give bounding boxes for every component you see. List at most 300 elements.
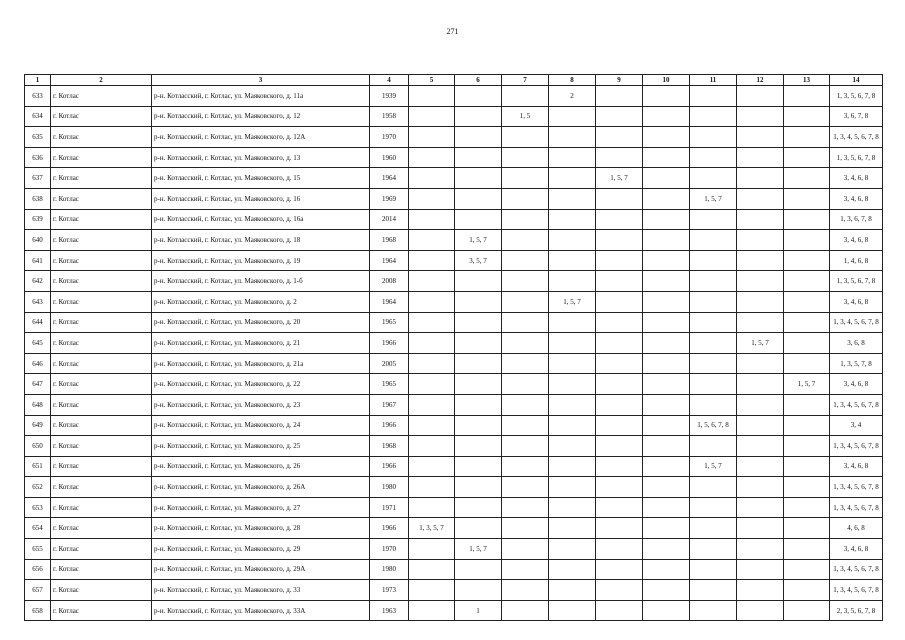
cell-col-6: 1 bbox=[455, 600, 502, 621]
cell-col-11 bbox=[690, 374, 737, 395]
cell-col-5 bbox=[409, 291, 455, 312]
cell-col-13 bbox=[784, 168, 830, 189]
cell-year: 1966 bbox=[370, 456, 409, 477]
table-header bbox=[25, 75, 883, 86]
cell-year: 1964 bbox=[370, 168, 409, 189]
cell-col-6 bbox=[455, 271, 502, 292]
cell-year: 1970 bbox=[370, 539, 409, 560]
cell-col-9 bbox=[596, 86, 643, 107]
cell-col-11 bbox=[690, 127, 737, 148]
cell-col-12 bbox=[737, 374, 784, 395]
cell-col-11 bbox=[690, 559, 737, 580]
cell-col-14: 1, 3, 5, 6, 7, 8 bbox=[830, 86, 883, 107]
cell-year: 1963 bbox=[370, 600, 409, 621]
header-row bbox=[25, 75, 883, 86]
cell-col-14: 3, 4, 6, 8 bbox=[830, 168, 883, 189]
cell-city: г. Котлас bbox=[51, 312, 152, 333]
cell-col-14: 1, 3, 4, 5, 6, 7, 8 bbox=[830, 477, 883, 498]
cell-address: р-н. Котласский, г. Котлас, ул. Маяковского, д. 29А bbox=[152, 559, 370, 580]
cell-address: р-н. Котласский, г. Котлас, ул. Маяковского, д. 26А bbox=[152, 477, 370, 498]
cell-col-6: 3, 5, 7 bbox=[455, 250, 502, 271]
cell-col-13 bbox=[784, 291, 830, 312]
cell-row-number: 641 bbox=[25, 250, 51, 271]
cell-year: 1939 bbox=[370, 86, 409, 107]
column-header-9: 9 bbox=[596, 75, 643, 86]
cell-city: г. Котлас bbox=[51, 394, 152, 415]
cell-col-7 bbox=[502, 188, 549, 209]
cell-col-11: 1, 5, 6, 7, 8 bbox=[690, 415, 737, 436]
cell-col-6 bbox=[455, 353, 502, 374]
cell-col-12 bbox=[737, 271, 784, 292]
cell-col-8 bbox=[549, 230, 596, 251]
cell-year: 2008 bbox=[370, 271, 409, 292]
cell-col-8 bbox=[549, 456, 596, 477]
data-table bbox=[24, 74, 883, 621]
cell-address: р-н. Котласский, г. Котлас, ул. Маяковского, д. 22 bbox=[152, 374, 370, 395]
cell-col-9 bbox=[596, 147, 643, 168]
cell-col-9 bbox=[596, 374, 643, 395]
cell-year: 1967 bbox=[370, 394, 409, 415]
column-header-2: 2 bbox=[51, 75, 152, 86]
cell-col-5 bbox=[409, 539, 455, 560]
cell-col-14: 1, 3, 4, 5, 6, 7, 8 bbox=[830, 559, 883, 580]
column-header-8: 8 bbox=[549, 75, 596, 86]
cell-col-14: 1, 3, 4, 5, 6, 7, 8 bbox=[830, 312, 883, 333]
cell-col-6 bbox=[455, 518, 502, 539]
page-number: 271 bbox=[446, 27, 459, 36]
cell-city: г. Котлас bbox=[51, 188, 152, 209]
cell-col-8 bbox=[549, 188, 596, 209]
cell-city: г. Котлас bbox=[51, 127, 152, 148]
cell-col-9 bbox=[596, 188, 643, 209]
cell-col-5 bbox=[409, 106, 455, 127]
table-row bbox=[25, 518, 883, 539]
cell-col-11 bbox=[690, 168, 737, 189]
cell-year: 1980 bbox=[370, 477, 409, 498]
cell-year: 1971 bbox=[370, 497, 409, 518]
cell-row-number: 657 bbox=[25, 580, 51, 601]
cell-year: 1966 bbox=[370, 415, 409, 436]
cell-col-12 bbox=[737, 477, 784, 498]
cell-col-6: 1, 5, 7 bbox=[455, 230, 502, 251]
cell-col-6 bbox=[455, 497, 502, 518]
cell-address: р-н. Котласский, г. Котлас, ул. Маяковского, д. 13 bbox=[152, 147, 370, 168]
cell-col-10 bbox=[643, 188, 690, 209]
cell-row-number: 644 bbox=[25, 312, 51, 333]
cell-year: 2014 bbox=[370, 209, 409, 230]
cell-col-12 bbox=[737, 312, 784, 333]
cell-col-12 bbox=[737, 127, 784, 148]
cell-col-9 bbox=[596, 394, 643, 415]
cell-col-9 bbox=[596, 436, 643, 457]
cell-address: р-н. Котласский, г. Котлас, ул. Маяковского, д. 11а bbox=[152, 86, 370, 107]
cell-col-13 bbox=[784, 600, 830, 621]
cell-city: г. Котлас bbox=[51, 271, 152, 292]
cell-city: г. Котлас bbox=[51, 539, 152, 560]
table-row bbox=[25, 415, 883, 436]
cell-year: 1968 bbox=[370, 230, 409, 251]
cell-col-8 bbox=[549, 559, 596, 580]
cell-col-8 bbox=[549, 518, 596, 539]
cell-col-10 bbox=[643, 147, 690, 168]
cell-col-14: 4, 6, 8 bbox=[830, 518, 883, 539]
cell-col-9 bbox=[596, 456, 643, 477]
cell-col-6 bbox=[455, 86, 502, 107]
cell-col-9 bbox=[596, 106, 643, 127]
cell-year: 1968 bbox=[370, 436, 409, 457]
table-row bbox=[25, 436, 883, 457]
cell-col-7: 1, 5 bbox=[502, 106, 549, 127]
cell-city: г. Котлас bbox=[51, 477, 152, 498]
cell-col-10 bbox=[643, 497, 690, 518]
cell-col-8 bbox=[549, 209, 596, 230]
cell-year: 1980 bbox=[370, 559, 409, 580]
cell-col-10 bbox=[643, 168, 690, 189]
table-row bbox=[25, 600, 883, 621]
cell-col-6 bbox=[455, 580, 502, 601]
cell-col-10 bbox=[643, 436, 690, 457]
cell-col-11 bbox=[690, 353, 737, 374]
cell-col-10 bbox=[643, 86, 690, 107]
cell-col-6 bbox=[455, 456, 502, 477]
cell-row-number: 652 bbox=[25, 477, 51, 498]
cell-col-8 bbox=[549, 539, 596, 560]
cell-city: г. Котлас bbox=[51, 415, 152, 436]
cell-year: 2005 bbox=[370, 353, 409, 374]
column-header-3: 3 bbox=[152, 75, 370, 86]
cell-col-5 bbox=[409, 86, 455, 107]
column-header-6: 6 bbox=[455, 75, 502, 86]
cell-col-11 bbox=[690, 106, 737, 127]
cell-row-number: 642 bbox=[25, 271, 51, 292]
cell-col-14: 3, 4, 6, 8 bbox=[830, 539, 883, 560]
cell-col-11 bbox=[690, 312, 737, 333]
cell-address: р-н. Котласский, г. Котлас, ул. Маяковского, д. 12 bbox=[152, 106, 370, 127]
cell-row-number: 658 bbox=[25, 600, 51, 621]
cell-col-7 bbox=[502, 353, 549, 374]
cell-col-8 bbox=[549, 127, 596, 148]
cell-col-7 bbox=[502, 559, 549, 580]
cell-col-6 bbox=[455, 106, 502, 127]
cell-year: 1969 bbox=[370, 188, 409, 209]
cell-col-10 bbox=[643, 477, 690, 498]
cell-col-7 bbox=[502, 415, 549, 436]
cell-col-5 bbox=[409, 456, 455, 477]
cell-col-13 bbox=[784, 230, 830, 251]
cell-col-14: 1, 3, 4, 5, 6, 7, 8 bbox=[830, 580, 883, 601]
cell-city: г. Котлас bbox=[51, 147, 152, 168]
cell-col-10 bbox=[643, 539, 690, 560]
cell-row-number: 635 bbox=[25, 127, 51, 148]
cell-address: р-н. Котласский, г. Котлас, ул. Маяковского, д. 28 bbox=[152, 518, 370, 539]
cell-col-8 bbox=[549, 106, 596, 127]
table-row bbox=[25, 250, 883, 271]
cell-col-6 bbox=[455, 291, 502, 312]
cell-col-9 bbox=[596, 497, 643, 518]
cell-col-6 bbox=[455, 415, 502, 436]
cell-row-number: 645 bbox=[25, 333, 51, 354]
cell-col-8 bbox=[549, 580, 596, 601]
cell-col-14: 3, 6, 7, 8 bbox=[830, 106, 883, 127]
cell-col-9 bbox=[596, 559, 643, 580]
cell-row-number: 653 bbox=[25, 497, 51, 518]
cell-col-12 bbox=[737, 539, 784, 560]
cell-col-14: 1, 3, 5, 6, 7, 8 bbox=[830, 271, 883, 292]
cell-col-12 bbox=[737, 188, 784, 209]
cell-col-5 bbox=[409, 209, 455, 230]
cell-col-6 bbox=[455, 312, 502, 333]
cell-col-5 bbox=[409, 374, 455, 395]
cell-col-7 bbox=[502, 580, 549, 601]
cell-col-5 bbox=[409, 580, 455, 601]
cell-address: р-н. Котласский, г. Котлас, ул. Маяковского, д. 1-б bbox=[152, 271, 370, 292]
cell-address: р-н. Котласский, г. Котлас, ул. Маяковского, д. 16 bbox=[152, 188, 370, 209]
cell-col-6 bbox=[455, 374, 502, 395]
cell-row-number: 638 bbox=[25, 188, 51, 209]
cell-col-8: 2 bbox=[549, 86, 596, 107]
column-header-11: 11 bbox=[690, 75, 737, 86]
cell-col-10 bbox=[643, 374, 690, 395]
cell-col-13 bbox=[784, 106, 830, 127]
cell-col-11 bbox=[690, 250, 737, 271]
cell-col-13 bbox=[784, 127, 830, 148]
cell-col-13 bbox=[784, 477, 830, 498]
cell-address: р-н. Котласский, г. Котлас, ул. Маяковского, д. 16а bbox=[152, 209, 370, 230]
cell-col-6 bbox=[455, 127, 502, 148]
cell-city: г. Котлас bbox=[51, 333, 152, 354]
cell-col-5 bbox=[409, 230, 455, 251]
cell-col-14: 3, 4, 6, 8 bbox=[830, 374, 883, 395]
cell-col-12 bbox=[737, 559, 784, 580]
table-row bbox=[25, 291, 883, 312]
cell-col-8 bbox=[549, 436, 596, 457]
cell-col-9 bbox=[596, 271, 643, 292]
cell-city: г. Котлас bbox=[51, 456, 152, 477]
cell-col-13 bbox=[784, 147, 830, 168]
cell-city: г. Котлас bbox=[51, 168, 152, 189]
cell-year: 1973 bbox=[370, 580, 409, 601]
table-row bbox=[25, 230, 883, 251]
column-header-13: 13 bbox=[784, 75, 830, 86]
cell-col-9 bbox=[596, 600, 643, 621]
cell-col-13 bbox=[784, 539, 830, 560]
cell-col-7 bbox=[502, 477, 549, 498]
cell-col-9 bbox=[596, 312, 643, 333]
table-row bbox=[25, 394, 883, 415]
cell-address: р-н. Котласский, г. Котлас, ул. Маяковского, д. 27 bbox=[152, 497, 370, 518]
cell-col-12 bbox=[737, 250, 784, 271]
cell-row-number: 650 bbox=[25, 436, 51, 457]
cell-row-number: 649 bbox=[25, 415, 51, 436]
cell-col-8 bbox=[549, 271, 596, 292]
cell-col-14: 3, 4, 6, 8 bbox=[830, 230, 883, 251]
cell-col-12 bbox=[737, 436, 784, 457]
cell-year: 1958 bbox=[370, 106, 409, 127]
cell-col-5 bbox=[409, 250, 455, 271]
cell-col-10 bbox=[643, 250, 690, 271]
cell-city: г. Котлас bbox=[51, 250, 152, 271]
cell-col-10 bbox=[643, 394, 690, 415]
cell-city: г. Котлас bbox=[51, 518, 152, 539]
cell-col-13 bbox=[784, 86, 830, 107]
cell-col-11 bbox=[690, 539, 737, 560]
cell-col-5 bbox=[409, 497, 455, 518]
cell-address: р-н. Котласский, г. Котлас, ул. Маяковского, д. 12А bbox=[152, 127, 370, 148]
cell-col-11 bbox=[690, 86, 737, 107]
cell-col-8 bbox=[549, 147, 596, 168]
cell-col-8 bbox=[549, 374, 596, 395]
cell-col-9 bbox=[596, 539, 643, 560]
cell-col-13 bbox=[784, 333, 830, 354]
cell-col-9: 1, 5, 7 bbox=[596, 168, 643, 189]
cell-col-14: 2, 3, 5, 6, 7, 8 bbox=[830, 600, 883, 621]
cell-row-number: 640 bbox=[25, 230, 51, 251]
cell-col-10 bbox=[643, 230, 690, 251]
cell-col-14: 1, 3, 6, 7, 8 bbox=[830, 209, 883, 230]
cell-col-7 bbox=[502, 291, 549, 312]
cell-col-5 bbox=[409, 188, 455, 209]
table-row bbox=[25, 559, 883, 580]
cell-col-10 bbox=[643, 580, 690, 601]
cell-year: 1966 bbox=[370, 333, 409, 354]
cell-col-6 bbox=[455, 147, 502, 168]
cell-row-number: 634 bbox=[25, 106, 51, 127]
cell-col-9 bbox=[596, 250, 643, 271]
cell-col-9 bbox=[596, 580, 643, 601]
cell-year: 1965 bbox=[370, 312, 409, 333]
cell-col-13 bbox=[784, 497, 830, 518]
cell-col-13 bbox=[784, 271, 830, 292]
cell-col-7 bbox=[502, 394, 549, 415]
cell-col-11 bbox=[690, 291, 737, 312]
cell-col-11 bbox=[690, 333, 737, 354]
cell-col-12 bbox=[737, 353, 784, 374]
cell-city: г. Котлас bbox=[51, 291, 152, 312]
cell-col-7 bbox=[502, 271, 549, 292]
column-header-10: 10 bbox=[643, 75, 690, 86]
cell-col-8 bbox=[549, 497, 596, 518]
table-row bbox=[25, 477, 883, 498]
table-row bbox=[25, 456, 883, 477]
cell-col-12 bbox=[737, 497, 784, 518]
column-header-12: 12 bbox=[737, 75, 784, 86]
cell-col-13 bbox=[784, 436, 830, 457]
cell-col-9 bbox=[596, 291, 643, 312]
cell-col-8 bbox=[549, 353, 596, 374]
cell-city: г. Котлас bbox=[51, 230, 152, 251]
cell-col-8 bbox=[549, 333, 596, 354]
table-row bbox=[25, 168, 883, 189]
column-header-7: 7 bbox=[502, 75, 549, 86]
cell-col-10 bbox=[643, 600, 690, 621]
cell-col-13 bbox=[784, 312, 830, 333]
cell-city: г. Котлас bbox=[51, 209, 152, 230]
cell-col-5 bbox=[409, 353, 455, 374]
cell-address: р-н. Котласский, г. Котлас, ул. Маяковского, д. 23 bbox=[152, 394, 370, 415]
cell-col-7 bbox=[502, 127, 549, 148]
cell-col-5: 1, 3, 5, 7 bbox=[409, 518, 455, 539]
cell-col-9 bbox=[596, 353, 643, 374]
cell-address: р-н. Котласский, г. Котлас, ул. Маяковского, д. 33 bbox=[152, 580, 370, 601]
cell-row-number: 648 bbox=[25, 394, 51, 415]
cell-address: р-н. Котласский, г. Котлас, ул. Маяковского, д. 21а bbox=[152, 353, 370, 374]
cell-col-14: 1, 4, 6, 8 bbox=[830, 250, 883, 271]
cell-col-10 bbox=[643, 291, 690, 312]
cell-address: р-н. Котласский, г. Котлас, ул. Маяковского, д. 26 bbox=[152, 456, 370, 477]
cell-col-10 bbox=[643, 106, 690, 127]
cell-col-6 bbox=[455, 333, 502, 354]
cell-city: г. Котлас bbox=[51, 436, 152, 457]
cell-col-7 bbox=[502, 86, 549, 107]
cell-col-14: 1, 3, 5, 6, 7, 8 bbox=[830, 147, 883, 168]
column-header-14: 14 bbox=[830, 75, 883, 86]
cell-col-5 bbox=[409, 312, 455, 333]
cell-col-9 bbox=[596, 127, 643, 148]
cell-address: р-н. Котласский, г. Котлас, ул. Маяковского, д. 25 bbox=[152, 436, 370, 457]
cell-col-11 bbox=[690, 497, 737, 518]
cell-col-11 bbox=[690, 147, 737, 168]
cell-address: р-н. Котласский, г. Котлас, ул. Маяковского, д. 21 bbox=[152, 333, 370, 354]
cell-col-5 bbox=[409, 394, 455, 415]
cell-col-12 bbox=[737, 518, 784, 539]
cell-row-number: 654 bbox=[25, 518, 51, 539]
cell-col-10 bbox=[643, 415, 690, 436]
cell-col-12 bbox=[737, 580, 784, 601]
cell-col-11 bbox=[690, 209, 737, 230]
table-row bbox=[25, 147, 883, 168]
table-row bbox=[25, 188, 883, 209]
cell-col-14: 1, 3, 4, 5, 6, 7, 8 bbox=[830, 394, 883, 415]
cell-col-14: 1, 3, 5, 7, 8 bbox=[830, 353, 883, 374]
cell-year: 1964 bbox=[370, 291, 409, 312]
cell-row-number: 647 bbox=[25, 374, 51, 395]
cell-col-8: 1, 5, 7 bbox=[549, 291, 596, 312]
cell-col-13 bbox=[784, 580, 830, 601]
cell-col-9 bbox=[596, 230, 643, 251]
cell-city: г. Котлас bbox=[51, 497, 152, 518]
cell-col-8 bbox=[549, 600, 596, 621]
table-row bbox=[25, 312, 883, 333]
table-row bbox=[25, 353, 883, 374]
cell-col-12 bbox=[737, 456, 784, 477]
cell-col-11 bbox=[690, 436, 737, 457]
cell-col-12 bbox=[737, 415, 784, 436]
cell-col-7 bbox=[502, 436, 549, 457]
cell-col-11 bbox=[690, 271, 737, 292]
cell-col-8 bbox=[549, 312, 596, 333]
cell-col-13 bbox=[784, 250, 830, 271]
cell-col-6 bbox=[455, 168, 502, 189]
cell-row-number: 651 bbox=[25, 456, 51, 477]
cell-col-10 bbox=[643, 271, 690, 292]
cell-col-12 bbox=[737, 168, 784, 189]
cell-address: р-н. Котласский, г. Котлас, ул. Маяковского, д. 20 bbox=[152, 312, 370, 333]
cell-col-10 bbox=[643, 353, 690, 374]
cell-year: 1966 bbox=[370, 518, 409, 539]
cell-col-11: 1, 5, 7 bbox=[690, 456, 737, 477]
table-row bbox=[25, 86, 883, 107]
cell-col-13 bbox=[784, 518, 830, 539]
cell-address: р-н. Котласский, г. Котлас, ул. Маяковского, д. 29 bbox=[152, 539, 370, 560]
cell-col-14: 1, 3, 4, 5, 6, 7, 8 bbox=[830, 127, 883, 148]
cell-city: г. Котлас bbox=[51, 580, 152, 601]
cell-col-7 bbox=[502, 374, 549, 395]
cell-col-5 bbox=[409, 415, 455, 436]
cell-row-number: 633 bbox=[25, 86, 51, 107]
cell-city: г. Котлас bbox=[51, 374, 152, 395]
cell-col-14: 3, 4, 6, 8 bbox=[830, 188, 883, 209]
table-row bbox=[25, 271, 883, 292]
